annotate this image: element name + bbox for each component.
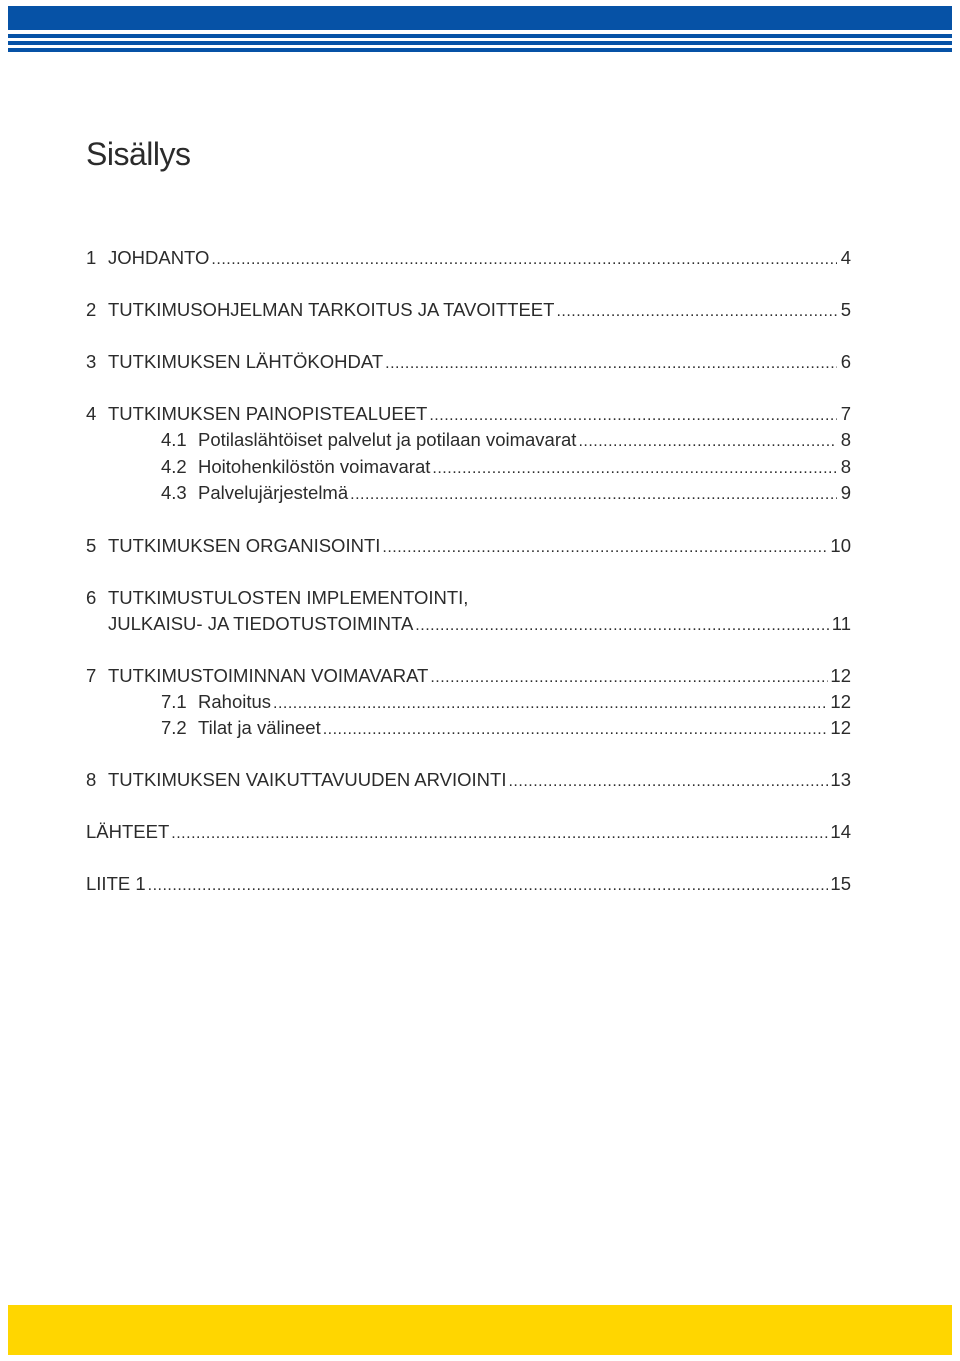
- toc-number: 4: [86, 403, 97, 424]
- toc-page: 4: [840, 247, 851, 268]
- toc-label: TUTKIMUSTULOSTEN IMPLEMENTOINTI,: [108, 587, 469, 608]
- toc-label: TUTKIMUSOHJELMAN TARKOITUS JA TAVOITTEET: [108, 299, 555, 320]
- toc-number: 7.2: [161, 717, 187, 738]
- toc-label: Hoitohenkilöstön voimavarat: [198, 456, 431, 477]
- toc-number: 4.1: [161, 429, 187, 450]
- header-stripe: [8, 34, 952, 38]
- toc-subentry[interactable]: [86, 690, 851, 714]
- toc-entry[interactable]: [86, 402, 851, 426]
- toc-label: LIITE 1: [86, 873, 146, 894]
- toc-label-continued: JULKAISU- JA TIEDOTUSTOIMINTA: [108, 613, 414, 634]
- toc-label: TUTKIMUKSEN ORGANISOINTI: [108, 535, 381, 556]
- toc-entry[interactable]: [86, 664, 851, 688]
- toc-label: LÄHTEET: [86, 821, 170, 842]
- toc-leader: [385, 352, 837, 376]
- toc-leader: [171, 822, 828, 846]
- toc-leader: [430, 666, 828, 690]
- toc-leader: [508, 770, 828, 794]
- toc-entry[interactable]: [86, 820, 851, 844]
- toc-subentry[interactable]: [86, 481, 851, 505]
- toc-page: 12: [830, 665, 851, 686]
- toc-leader: [323, 718, 829, 742]
- toc-leader: [350, 483, 837, 507]
- toc-entry[interactable]: [86, 350, 851, 374]
- toc-page: 9: [840, 482, 851, 503]
- toc-entry[interactable]: [86, 298, 851, 322]
- toc-subentry[interactable]: [86, 716, 851, 740]
- toc-label: JOHDANTO: [108, 247, 210, 268]
- toc-label: Rahoitus: [198, 691, 272, 712]
- toc-number: 2: [86, 299, 97, 320]
- toc-page: 15: [830, 873, 851, 894]
- header-band: [8, 6, 952, 30]
- toc-number: 4.3: [161, 482, 187, 503]
- toc-page: 12: [830, 717, 851, 738]
- toc-page: 14: [830, 821, 851, 842]
- header-stripe: [8, 48, 952, 52]
- toc-label: TUTKIMUSTOIMINNAN VOIMAVARAT: [108, 665, 429, 686]
- toc-label: Palvelujärjestelmä: [198, 482, 349, 503]
- toc-entry[interactable]: [86, 872, 851, 896]
- toc-leader: [382, 536, 828, 560]
- toc-page: 13: [830, 769, 851, 790]
- toc-leader: [415, 614, 829, 638]
- toc-subentry[interactable]: [86, 428, 851, 452]
- toc-entry[interactable]: [86, 612, 851, 636]
- toc-number: 1: [86, 247, 97, 268]
- toc-leader: [211, 248, 837, 272]
- toc-leader: [273, 692, 828, 716]
- toc-leader: [556, 300, 837, 324]
- toc-page: 8: [840, 429, 851, 450]
- toc-leader: [148, 874, 829, 898]
- toc-leader: [429, 404, 837, 428]
- toc-page: 6: [840, 351, 851, 372]
- toc-label: TUTKIMUKSEN VAIKUTTAVUUDEN ARVIOINTI: [108, 769, 507, 790]
- header-stripe: [8, 41, 952, 45]
- toc-label: Potilaslähtöiset palvelut ja potilaan voimavarat: [198, 429, 577, 450]
- toc-number: 4.2: [161, 456, 187, 477]
- toc-label: Tilat ja välineet: [198, 717, 321, 738]
- toc-leader: [432, 457, 837, 481]
- toc-number: 8: [86, 769, 97, 790]
- page-title: Sisällys: [86, 136, 191, 172]
- toc-entry-first-line[interactable]: [86, 586, 851, 610]
- toc-page: 8: [840, 456, 851, 477]
- toc-number: 7: [86, 665, 97, 686]
- toc-entry[interactable]: [86, 246, 851, 270]
- toc-page: 7: [840, 403, 851, 424]
- toc-number: 6: [86, 587, 97, 608]
- toc-leader: [578, 430, 837, 454]
- footer-band: [8, 1305, 952, 1355]
- toc-page: 12: [830, 691, 851, 712]
- toc-number: 3: [86, 351, 97, 372]
- toc-entry[interactable]: [86, 534, 851, 558]
- toc-number: 7.1: [161, 691, 187, 712]
- toc-entry[interactable]: [86, 768, 851, 792]
- toc-number: 5: [86, 535, 97, 556]
- toc-page: 10: [830, 535, 851, 556]
- toc-page: 5: [840, 299, 851, 320]
- toc-page: 11: [831, 613, 851, 634]
- toc-subentry[interactable]: [86, 455, 851, 479]
- toc-label: TUTKIMUKSEN LÄHTÖKOHDAT: [108, 351, 384, 372]
- toc-label: TUTKIMUKSEN PAINOPISTEALUEET: [108, 403, 428, 424]
